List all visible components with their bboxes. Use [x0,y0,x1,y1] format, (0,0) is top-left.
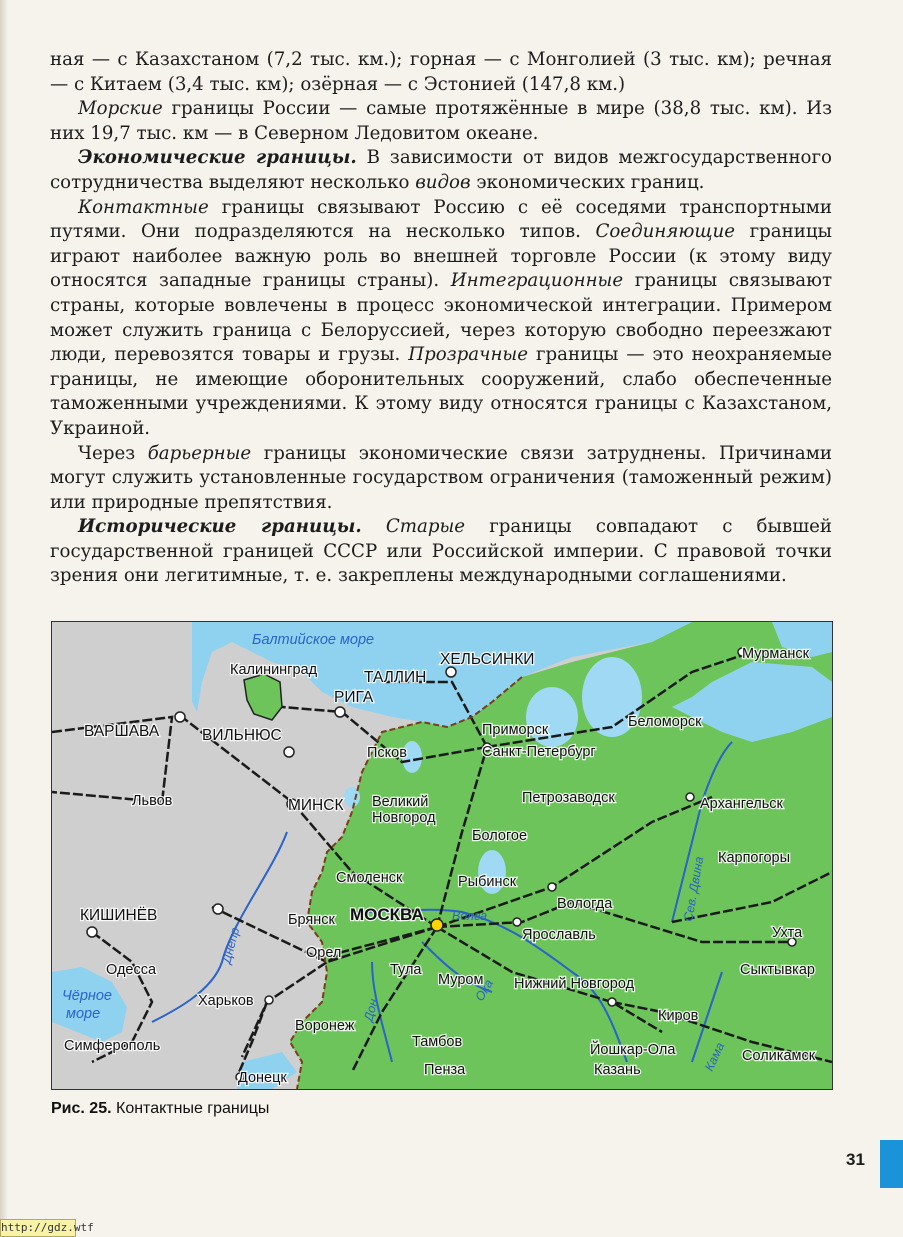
label-kishinev: КИШИНЁВ [80,907,158,924]
label-baltic-sea: Балтийское море [252,632,375,648]
label-river-don: Дон [361,997,381,1023]
paragraph-land-borders [50,48,832,97]
marker-arkhangelsk [686,793,694,801]
label-river-kama: Кама [702,1040,728,1074]
label-riga: РИГА [334,689,374,706]
label-solikamsk: Соликамск [742,1048,816,1064]
marker-kishinev [87,927,97,937]
label-simferopol: Симферополь [64,1038,161,1054]
label-penza: Пенза [424,1062,466,1078]
text-segment: границы России — самые протяжённые в мире (38,8 тыс. км). Из них 19,7 тыс. км — в Северном Ледовитом океане. [50,98,832,144]
lake-ladoga [526,687,578,747]
figure-number: Рис. 25. [51,1100,112,1117]
label-tula: Тула [390,962,422,978]
label-ukhta: Ухта [772,925,803,941]
label-donetsk: Донецк [238,1070,287,1086]
label-river-volga: Волга [452,909,488,923]
body-text [50,48,832,589]
paragraph-barrier-borders [50,442,832,516]
label-river-dnepr: Днепр [219,925,243,965]
paragraph-historical-borders [50,515,832,589]
text-segment: Интеграционные [450,270,624,292]
watermark-url[interactable]: http://gdz.wtf [0,1219,76,1237]
label-rybinsk: Рыбинск [458,874,517,890]
label-vologda: Вологда [557,896,613,912]
label-pskov: Псков [367,745,407,761]
label-river-oka: Ока [472,976,496,1004]
label-arkhangelsk: Архангельск [700,796,783,812]
text-segment: Соединяющие [595,221,736,243]
text-segment: ная — с Казахстаном (7,2 тыс. км.); горная — с Монголией (3 тыс. км); речная — с Китаем (3,4 тыс. км); озёрная — с Эстонией (147,8 км.) [50,49,832,95]
marker-vilnius [284,747,294,757]
label-bologoe: Бологое [472,828,528,844]
text-segment [362,516,386,537]
label-warsaw: ВАРШАВА [84,723,160,740]
figure-caption [51,1100,269,1118]
page-edge-tab [880,1140,903,1188]
marker-warsaw [175,712,185,722]
text-segment: барьерные [147,442,252,464]
label-helsinki: ХЕЛЬСИНКИ [440,651,535,668]
marker-vologda [548,883,556,891]
paragraph-economic-borders [50,146,832,195]
label-petrozavodsk: Петрозаводск [522,790,615,806]
label-murom: Муром [438,972,484,988]
marker-yaroslavl [513,918,521,926]
text-segment: границы совпадают с бывшей государственной границей СССР или Российской империи. С правовой точки зрения они легитимные, т. е. закреплены международными соглашениями. [50,516,832,587]
paragraph-contact-borders [50,196,832,442]
text-segment: Контактные [78,196,209,218]
marker-helsinki [446,667,456,677]
label-tallin: ТАЛЛИН [364,669,427,686]
label-yaroslavl: Ярославль [522,927,596,943]
label-odessa: Одесса [106,962,157,978]
label-black-sea-line2: море [66,1006,101,1022]
label-bryansk: Брянск [288,912,335,928]
label-tambov: Тамбов [412,1034,463,1050]
label-orel: Орел [306,945,342,961]
label-lvov: Львов [132,793,173,809]
label-nnovgorod: Нижний Новгород [514,976,635,992]
label-kaliningrad: Калининград [230,662,318,678]
text-segment: экономических границ. [470,171,705,193]
label-kharkov: Харьков [198,993,254,1009]
label-kirov: Киров [658,1008,699,1024]
text-segment: Исторические границы. [78,516,362,538]
text-segment: Прозрачные [408,344,529,366]
label-moscow: МОСКВА [350,905,424,924]
label-yoshkar-ola: Йошкар-Ола [590,1042,676,1058]
label-minsk: МИНСК [288,797,344,814]
text-segment: Через [78,442,148,464]
label-river-northern-dvina: Сев. Двина [681,855,707,923]
text-segment: границы — это неохраняемые границы, не имеющие оборонительных сооружений, слабо обеспеченные таможенными учреждениями. К этому виду относятся границы с Казахстаном, Украиной. [50,344,833,439]
page-edge-shadow [0,0,8,1235]
paragraph-sea-borders [50,97,832,146]
label-belomorsk: Беломорск [628,714,702,730]
text-segment: границы экономические связи затруднены. Причинами могут служить установленные государством ограничения (таможенный режим) или природные препятствия. [50,442,832,513]
label-primorsk: Приморск [482,722,549,738]
text-segment: видов [415,171,471,193]
text-segment: границы играют наиболее важную роль во внешней торговле России (к этому виду относятся западные границы страны). [50,221,833,292]
text-segment: границы связывают страны, которые вовлечены в процесс экономической интеграции. Примером может служить граница с Белоруссией, через которую свободно переезжают люди, перевозятся товары и грузы. [50,270,833,366]
label-voronezh: Воронеж [295,1018,355,1034]
page-number: 31 [846,1150,865,1169]
label-spb: Санкт-Петербург [482,744,596,760]
text-segment: Экономические границы. [78,147,357,169]
marker-kiev [213,904,223,914]
label-murmansk: Мурманск [742,646,810,662]
text-segment: Морские [78,98,163,120]
label-black-sea-line1: Чёрное [62,988,112,1004]
label-syktyvkar: Сыктывкар [740,962,815,978]
marker-kirov [608,998,616,1006]
text-segment: В зависимости от видов межгосударственного сотрудничества выделяют несколько [50,147,832,193]
label-kazan: Казань [594,1062,641,1078]
label-smolensk: Смоленск [336,870,403,886]
marker-kharkov [265,996,273,1004]
marker-riga [335,707,345,717]
text-segment: границы связывают Россию с её соседями транспортными путями. Они подразделяются на несколько типов. [50,196,832,243]
figure-title: Контактные границы [116,1100,270,1117]
label-karpogory: Карпогоры [718,850,791,866]
label-vnovgorod-line2: Новгород [372,810,436,826]
contact-borders-map [51,621,833,1090]
text-segment: Старые [385,516,466,538]
marker-moscow [431,919,443,931]
label-vnovgorod-line1: Великий [372,794,429,810]
label-vilnius: ВИЛЬНЮС [202,727,282,744]
